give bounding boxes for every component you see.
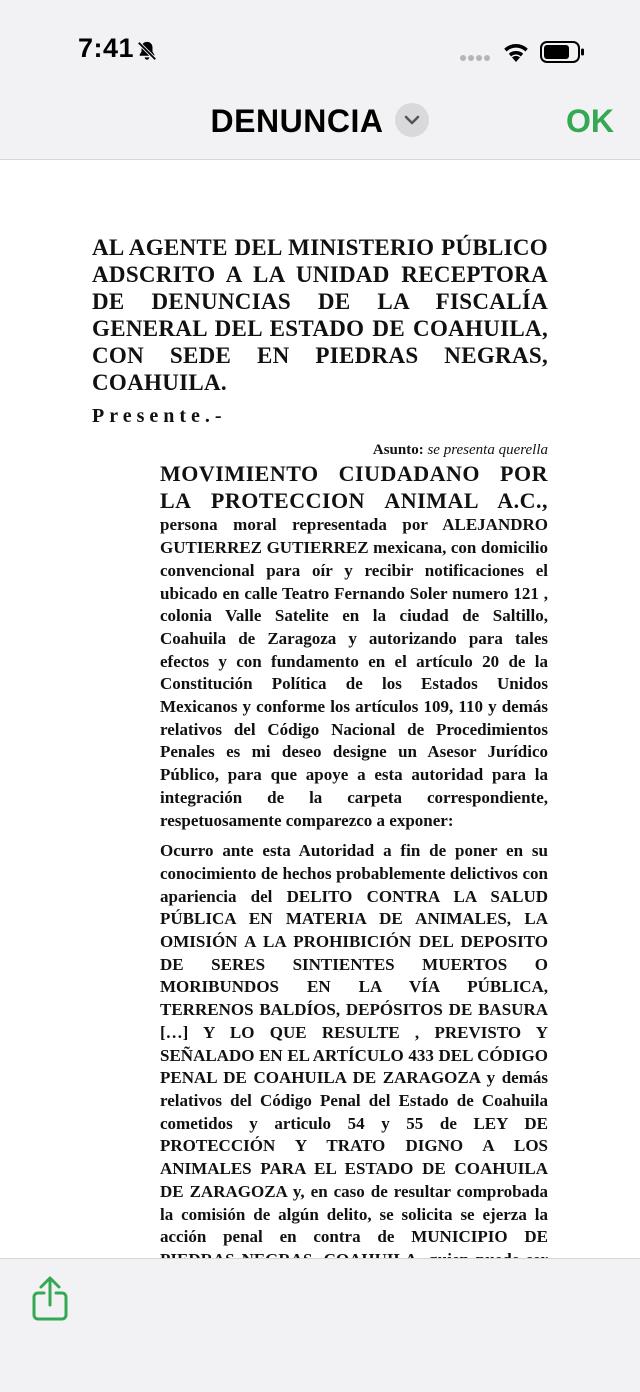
battery-icon <box>540 40 586 64</box>
bell-slash-icon <box>136 40 158 62</box>
wifi-icon <box>501 40 531 64</box>
paragraph-1-text: persona moral representada por ALEJANDRO GUTIERREZ GUTIERREZ mexicana, con domicilio convencional para oír y recibir notificaciones el ubicado en calle Teatro Fernando Soler numero 121 , colonia Valle Satelite en la ciudad de Saltillo, Coahuila de Zaragoza y autorizando para tales efectos y con fundamento en el artículo 20 de la Constitución Política de los Estados Unidos Mexicanos y conforme los artículos 109, 110 y demás relativos del Código Nacional de Procedimientos Penales es mi deseo designe un Asesor Jurídico Público, para que apoye a esta autoridad para la integración de la carpeta correspondiente, respetuosamente comparezco a exponer: <box>160 515 548 830</box>
paragraph-2-text: Ocurro ante esta Autoridad a fin de poner en su conocimiento de hechos probablemente delictivos con apariencia del DELITO CONTRA LA SALUD PÚBLICA EN MATERIA DE ANIMALES, LA OMISIÓN A LA PROHIBICIÓN DEL DEPOSITO DE SERES SINTIENTES MUERTOS O MORIBUNDOS EN LA VÍA PÚBLICA, TERRENOS BALDÍOS, DEPÓSITOS DE BASURA […] Y LO QUE RESULTE , PREVISTO Y SEÑALADO EN EL ARTÍCULO 433 DEL CÓDIGO PENAL DE COAHUILA DE ZARAGOZA y demás relativos del Código Penal del Estado de Coahuila cometidos y articulo 54 y 55 de LEY DE PROTECCIÓN Y TRATO DIGNO A LOS ANIMALES PARA EL ESTADO DE COAHUILA DE ZARAGOZA y, en caso de resultar comprobada la comisión de algún delito, se solicita se ejerza la acción penal en contra de MUNICIPIO DE <box>160 841 548 1247</box>
bottom-toolbar <box>0 1258 640 1392</box>
navigation-bar <box>0 95 640 160</box>
status-bar <box>0 0 640 95</box>
subject-text: se presenta querella <box>427 442 548 458</box>
document-title[interactable] <box>0 101 640 140</box>
ok-button[interactable]: OK <box>566 103 614 139</box>
addressee-heading: AL AGENTE DEL MINISTERIO PÚBLICO ADSCRITO A LA UNIDAD RECEPTORA DE DENUNCIAS DE LA FISCALÍA GENERAL DEL ESTADO DE COAHUILA, CON SEDE EN PIEDRAS NEGRAS, COAHUILA. <box>92 235 548 395</box>
share-icon[interactable] <box>30 1275 70 1323</box>
subject-label: Asunto: <box>372 442 424 458</box>
document-viewer[interactable] <box>0 160 640 1258</box>
document-page <box>92 234 548 1340</box>
status-time: 7:41 <box>78 33 135 63</box>
title-menu-button[interactable] <box>395 103 429 137</box>
organization-name: MOVIMIENTO CIUDADANO POR LA PROTECCION ANIMAL A.C., <box>160 461 548 513</box>
signal-dots-icon <box>459 54 491 62</box>
title-label: DENUNCIA <box>210 103 384 140</box>
chevron-down-icon <box>403 112 421 128</box>
paragraph-1 <box>92 461 548 832</box>
subject-line <box>92 442 548 459</box>
salutation: Presente.- <box>92 405 227 427</box>
